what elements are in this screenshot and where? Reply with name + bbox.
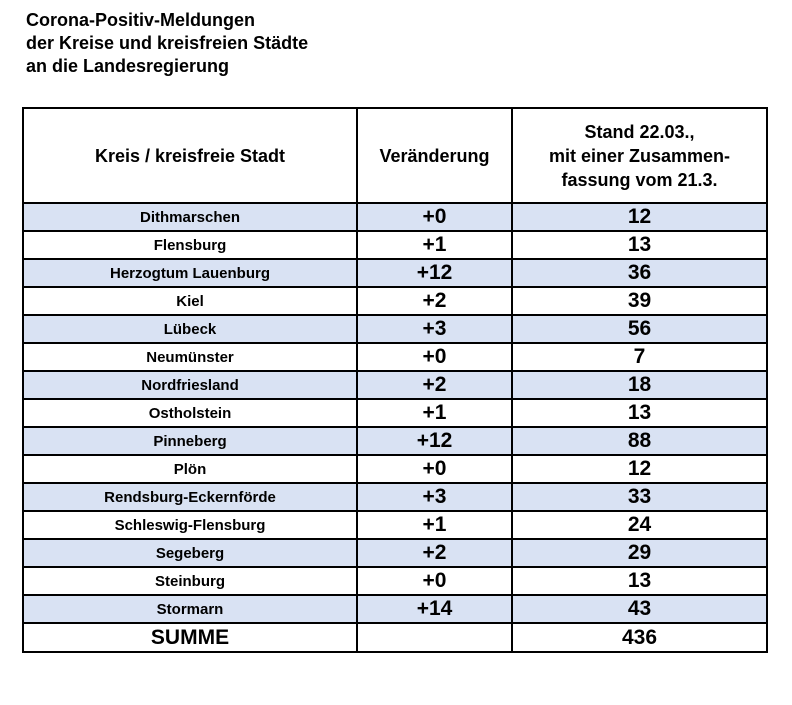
district-name: Plön bbox=[23, 455, 357, 483]
change-value: +1 bbox=[357, 399, 512, 427]
cases-table bbox=[22, 107, 768, 653]
district-name: Stormarn bbox=[23, 595, 357, 623]
title-line-3: an die Landesregierung bbox=[26, 56, 230, 76]
case-count: 33 bbox=[512, 483, 767, 511]
table-row bbox=[23, 595, 767, 623]
header-status bbox=[512, 108, 767, 203]
change-value: +1 bbox=[357, 511, 512, 539]
header-district: Kreis / kreisfreie Stadt bbox=[23, 108, 357, 203]
change-value: +2 bbox=[357, 371, 512, 399]
table-row bbox=[23, 567, 767, 595]
district-name: Segeberg bbox=[23, 539, 357, 567]
case-count: 12 bbox=[512, 455, 767, 483]
change-value: +0 bbox=[357, 455, 512, 483]
case-count: 7 bbox=[512, 343, 767, 371]
title-line-1: Corona-Positiv-Meldungen bbox=[26, 10, 255, 30]
change-value: +0 bbox=[357, 203, 512, 231]
change-value: +1 bbox=[357, 231, 512, 259]
case-count: 13 bbox=[512, 567, 767, 595]
case-count: 39 bbox=[512, 287, 767, 315]
total-value: 436 bbox=[512, 623, 767, 652]
change-value: +12 bbox=[357, 427, 512, 455]
district-name: Kiel bbox=[23, 287, 357, 315]
table-header-row bbox=[23, 108, 767, 203]
table-row bbox=[23, 455, 767, 483]
table-row bbox=[23, 343, 767, 371]
change-value: +0 bbox=[357, 567, 512, 595]
case-count: 13 bbox=[512, 231, 767, 259]
table-row bbox=[23, 511, 767, 539]
table-row bbox=[23, 483, 767, 511]
change-value: +2 bbox=[357, 287, 512, 315]
district-name: Steinburg bbox=[23, 567, 357, 595]
header-status-line-3: fassung vom 21.3. bbox=[561, 169, 718, 190]
table-body bbox=[23, 203, 767, 652]
table-row bbox=[23, 539, 767, 567]
district-name: Ostholstein bbox=[23, 399, 357, 427]
district-name: Lübeck bbox=[23, 315, 357, 343]
table-row bbox=[23, 371, 767, 399]
change-value: +14 bbox=[357, 595, 512, 623]
table-row bbox=[23, 427, 767, 455]
case-count: 18 bbox=[512, 371, 767, 399]
total-label: SUMME bbox=[23, 623, 357, 652]
case-count: 13 bbox=[512, 399, 767, 427]
table-row bbox=[23, 231, 767, 259]
table-row bbox=[23, 287, 767, 315]
district-name: Herzogtum Lauenburg bbox=[23, 259, 357, 287]
table-row bbox=[23, 399, 767, 427]
total-change bbox=[357, 623, 512, 652]
table-row bbox=[23, 259, 767, 287]
change-value: +3 bbox=[357, 315, 512, 343]
title-line-2: der Kreise und kreisfreien Städte bbox=[26, 33, 309, 53]
change-value: +3 bbox=[357, 483, 512, 511]
case-count: 43 bbox=[512, 595, 767, 623]
case-count: 36 bbox=[512, 259, 767, 287]
district-name: Dithmarschen bbox=[23, 203, 357, 231]
header-status-line-1: Stand 22.03., bbox=[584, 121, 695, 142]
change-value: +2 bbox=[357, 539, 512, 567]
district-name: Flensburg bbox=[23, 231, 357, 259]
change-value: +0 bbox=[357, 343, 512, 371]
case-count: 88 bbox=[512, 427, 767, 455]
change-value: +12 bbox=[357, 259, 512, 287]
header-status-line-2: mit einer Zusammen- bbox=[548, 145, 731, 166]
district-name: Neumünster bbox=[23, 343, 357, 371]
table-row bbox=[23, 315, 767, 343]
case-count: 12 bbox=[512, 203, 767, 231]
case-count: 56 bbox=[512, 315, 767, 343]
district-name: Nordfriesland bbox=[23, 371, 357, 399]
district-name: Rendsburg-Eckernförde bbox=[23, 483, 357, 511]
case-count: 24 bbox=[512, 511, 767, 539]
district-name: Pinneberg bbox=[23, 427, 357, 455]
total-row bbox=[23, 623, 767, 652]
district-name: Schleswig-Flensburg bbox=[23, 511, 357, 539]
document-title bbox=[26, 9, 308, 78]
header-change: Veränderung bbox=[357, 108, 512, 203]
table-row bbox=[23, 203, 767, 231]
case-count: 29 bbox=[512, 539, 767, 567]
